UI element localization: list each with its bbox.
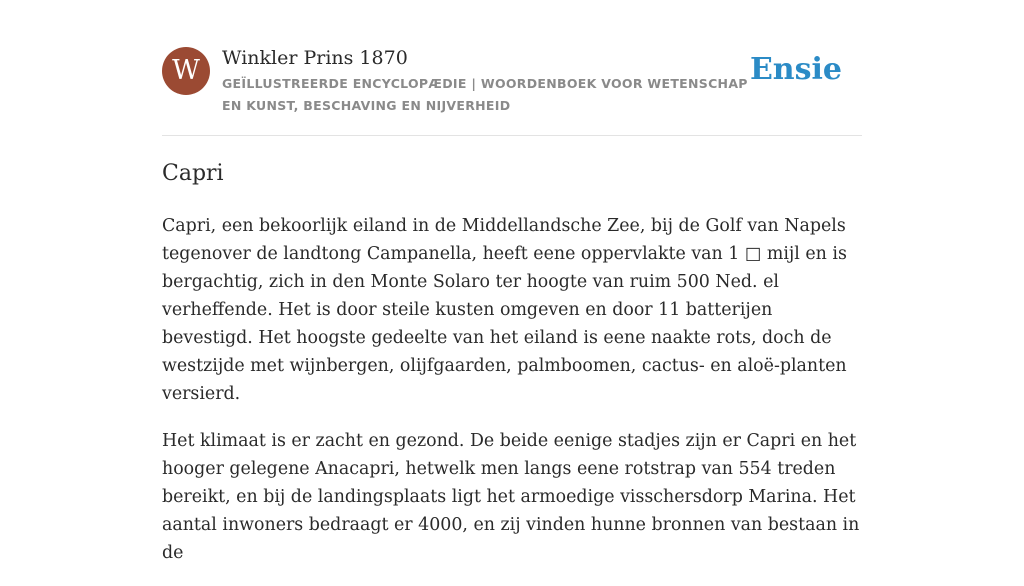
entry-body bbox=[162, 212, 862, 586]
source-header bbox=[162, 46, 862, 136]
header-divider bbox=[162, 135, 862, 136]
source-subtitle: GEÏLLUSTREERDE ENCYCLOPÆDIE | WOORDENBOEK VOOR WETENSCHAP EN KUNST, BESCHAVING EN NIJVERHEID bbox=[222, 76, 748, 113]
entry-title: Capri bbox=[162, 161, 224, 186]
ensie-logo-link[interactable]: Ensie bbox=[749, 52, 842, 87]
source-avatar[interactable]: W bbox=[162, 47, 210, 95]
entry-paragraph: Capri, een bekoorlijk eiland in de Middellandsche Zee, bij de Golf van Napels tegenover de landtong Campanella, heeft eene oppervlakte van 1 □ mijl en is bergachtig, zich in den Monte Solaro ter hoogte van ruim 500 Ned. el verheffende. Het is door steile kusten omgeven en door 11 batterijen bevestigd. Het hoogste gedeelte van het eiland is eene naakte rots, doch de westzijde met wijnbergen, olijfgaarden, palmboomen, cactus- en aloë-planten versierd. bbox=[162, 216, 847, 404]
source-title[interactable]: Winkler Prins 1870 bbox=[222, 47, 408, 69]
entry-paragraph: Het klimaat is er zacht en gezond. De beide eenige stadjes zijn er Capri en het hooger gelegene Anacapri, hetwelk men langs eene rotstrap van 554 treden bereikt, en bij de landingsplaats ligt het armoedige visschersdorp Marina. Het aantal inwoners bedraagt er 4000, en zij vinden hunne bronnen van bestaan in de bbox=[162, 431, 860, 563]
page bbox=[162, 0, 862, 563]
